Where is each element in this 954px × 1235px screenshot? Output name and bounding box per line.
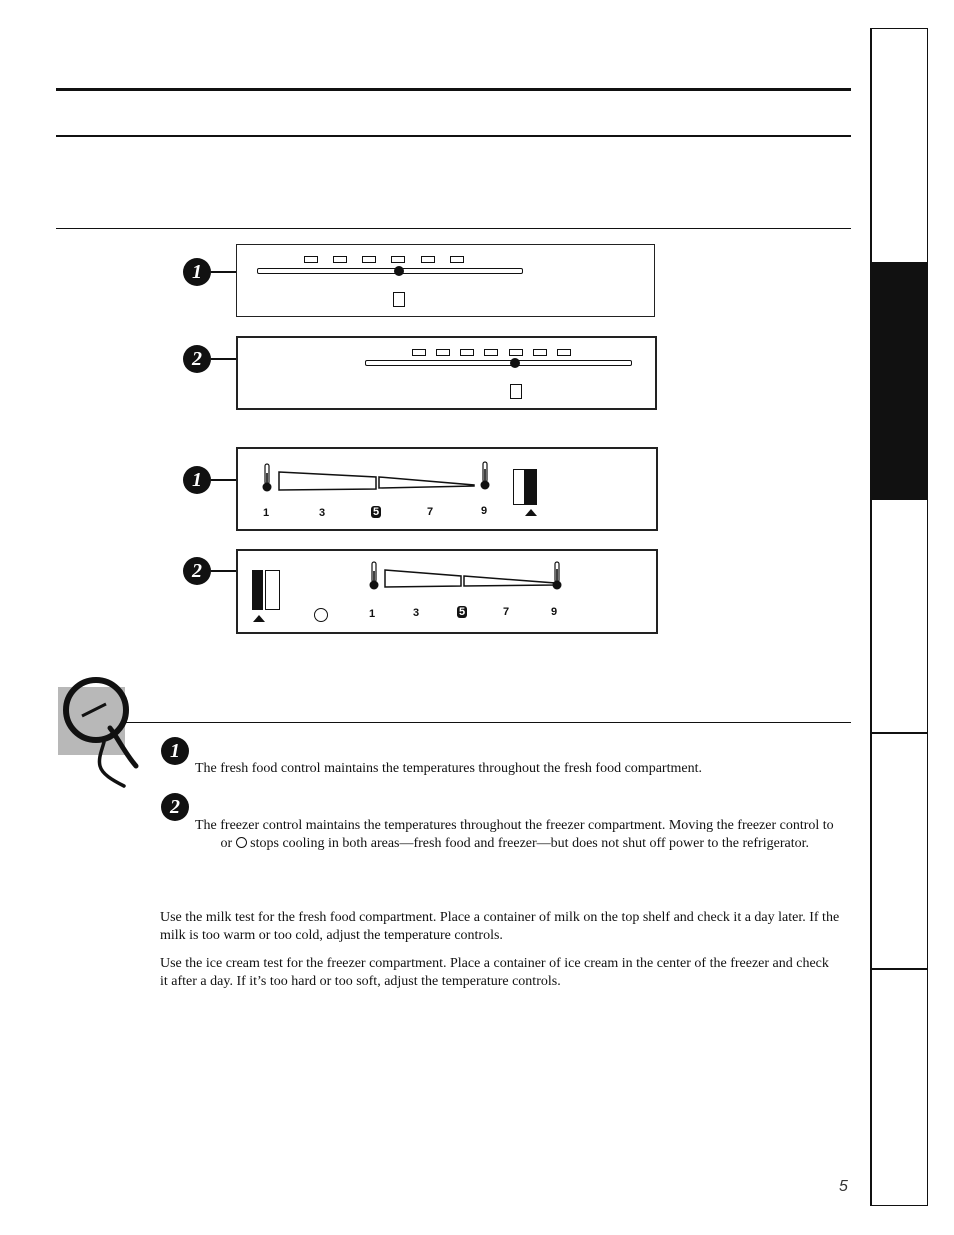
top-rule-2 (56, 135, 851, 137)
side-tab-active[interactable] (870, 262, 928, 500)
leader-2-a (211, 358, 238, 360)
setting-segment (460, 349, 474, 356)
dial-mark-7: 7 (503, 606, 510, 618)
callout-1-b: 1 (183, 466, 211, 494)
freezer-paragraph-or: or (220, 836, 233, 851)
page-number: 5 (839, 1178, 848, 1195)
callout-1-a: 1 (183, 258, 211, 286)
setting-segment (509, 349, 523, 356)
top-rule-3 (56, 228, 851, 229)
thermometer-icon (261, 463, 273, 493)
fresh-food-slider-knob[interactable] (394, 266, 404, 276)
setting-indicator-box (510, 384, 522, 399)
freezer-paragraph-part-a: The freezer control maintains the temperatures throughout the freezer compartment. Moving the freezer control to (195, 818, 834, 833)
dial-mark-5-selected: 5 (373, 506, 380, 518)
side-tab-4[interactable] (870, 734, 928, 970)
milk-test-paragraph: Use the milk test for the fresh food compartment. Place a container of milk on the top shelf and check it a day later. If the milk is too warm or too cold, adjust the temperature controls. (160, 910, 840, 943)
freezer-slider-panel (236, 336, 657, 410)
freezer-paragraph (195, 817, 845, 853)
callout-2-b: 2 (183, 557, 211, 585)
fresh-food-slider-track[interactable] (257, 268, 523, 274)
section-rule (125, 722, 851, 723)
dial-mark-5-selected: 5 (459, 606, 466, 618)
off-circle-icon[interactable] (314, 608, 328, 622)
setting-indicator-box (393, 292, 405, 307)
setting-segment (304, 256, 318, 263)
callout-2-c: 2 (161, 793, 189, 821)
callout-1-c: 1 (161, 737, 189, 765)
arrow-up-icon (525, 509, 537, 517)
side-tab-1[interactable] (870, 28, 928, 263)
dial-mark-1: 1 (263, 507, 270, 519)
bar-indicator-icon (252, 570, 280, 612)
setting-segment (450, 256, 464, 263)
bar-indicator-icon (513, 469, 539, 505)
temperature-wedge (278, 471, 478, 493)
fresh-food-dial-panel (236, 447, 658, 531)
setting-segment (484, 349, 498, 356)
top-rule-thick (56, 88, 851, 91)
control-dial-icon (58, 670, 148, 790)
arrow-up-icon (253, 615, 265, 623)
freezer-paragraph-part-b: stops cooling in both areas—fresh food and freezer—but does not shut off power to the refrigerator. (250, 836, 809, 851)
side-tab-5[interactable] (870, 970, 928, 1206)
freezer-dial-panel (236, 549, 658, 634)
temperature-wedge (384, 569, 559, 591)
setting-segment (333, 256, 347, 263)
ice-cream-test-paragraph: Use the ice cream test for the freezer compartment. Place a container of ice cream in the center of the freezer and check it after a day. If it’s too hard or too soft, adjust the temperature controls. (160, 956, 829, 989)
thermometer-icon (368, 561, 380, 591)
off-circle-icon (236, 837, 247, 848)
dial-mark-3: 3 (319, 507, 326, 519)
setting-segment (421, 256, 435, 263)
setting-segment (412, 349, 426, 356)
dial-mark-3: 3 (413, 607, 420, 619)
dial-mark-9: 9 (551, 606, 558, 618)
dial-mark-7: 7 (427, 506, 434, 518)
fresh-food-paragraph: The fresh food control maintains the temperatures throughout the fresh food compartment. (195, 761, 702, 776)
thermometer-icon (551, 561, 563, 591)
freezer-slider-track[interactable] (365, 360, 632, 366)
dial-mark-9: 9 (481, 505, 488, 517)
callout-2-a: 2 (183, 345, 211, 373)
thermometer-icon (479, 461, 491, 491)
setting-segment (557, 349, 571, 356)
setting-segment (533, 349, 547, 356)
side-tab-3[interactable] (870, 500, 928, 734)
freezer-slider-knob[interactable] (510, 358, 520, 368)
setting-segment (436, 349, 450, 356)
setting-segment (391, 256, 405, 263)
setting-segment (362, 256, 376, 263)
fresh-food-slider-panel (236, 244, 655, 317)
dial-mark-1: 1 (369, 608, 376, 620)
